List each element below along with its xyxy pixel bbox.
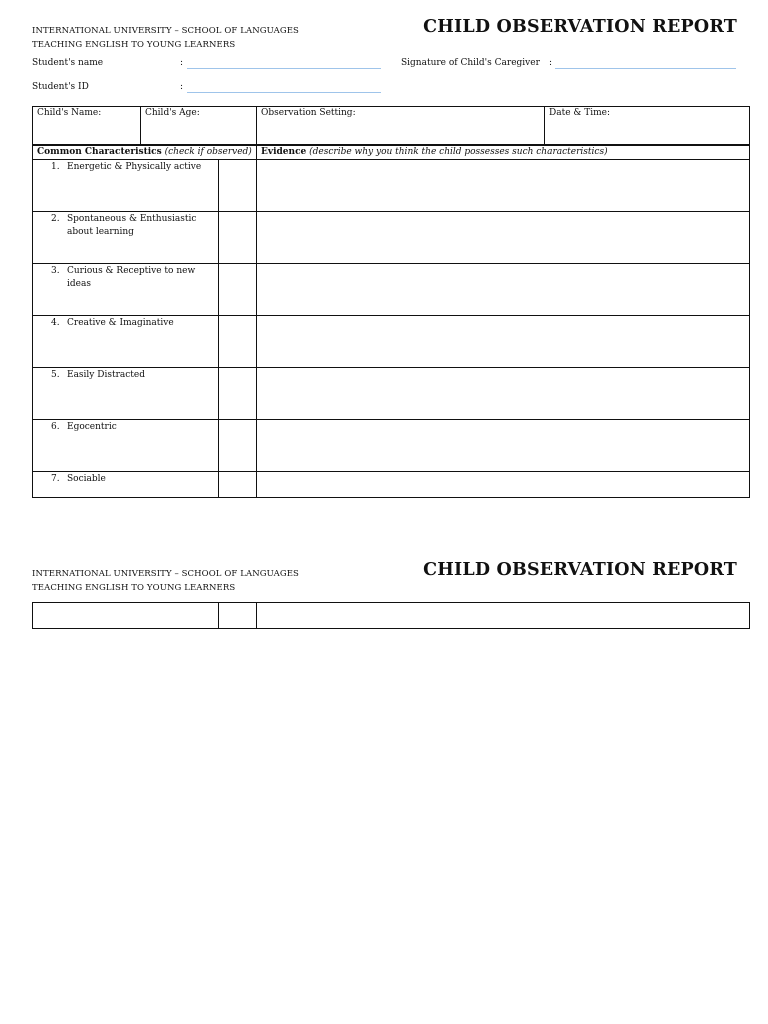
observation-setting-cell[interactable] [257, 107, 545, 145]
check-cell[interactable] [219, 420, 257, 472]
characteristic-label-cell [33, 420, 219, 472]
item-text: Energetic & Physically active [67, 162, 202, 172]
characteristic-label-cell [33, 264, 219, 316]
signature-label: Signature of Child's Caregiver [401, 58, 540, 68]
characteristic-label-cell [33, 212, 219, 264]
table-row [33, 212, 750, 264]
colon: : [180, 82, 184, 92]
characteristics-header-italic: (check if observed) [164, 147, 252, 157]
item-number: 3. [51, 266, 60, 276]
child-age-cell[interactable] [141, 107, 257, 145]
item-text: Easily Distracted [67, 370, 145, 380]
student-id-field[interactable] [187, 92, 381, 93]
evidence-cell[interactable] [257, 368, 750, 420]
evidence-cell[interactable] [257, 264, 750, 316]
child-age-label: Child's Age: [145, 108, 200, 118]
institution-name: INTERNATIONAL UNIVERSITY – SCHOOL OF LANGUAGES [32, 569, 299, 579]
evidence-cell[interactable] [257, 603, 750, 629]
evidence-header [257, 146, 750, 160]
colon: : [549, 58, 553, 68]
evidence-header-italic: (describe why you think the child possesses such characteristics) [309, 147, 608, 157]
date-time-cell[interactable] [545, 107, 750, 145]
item-number: 5. [51, 370, 60, 380]
continuation-table [32, 602, 750, 629]
child-name-label: Child's Name: [37, 108, 102, 118]
signature-field[interactable] [555, 68, 736, 69]
program-name: TEACHING ENGLISH TO YOUNG LEARNERS [32, 40, 236, 50]
item-number: 2. [51, 214, 60, 224]
child-info-table [32, 106, 750, 145]
student-id-label: Student's ID [32, 82, 89, 92]
date-time-label: Date & Time: [549, 108, 611, 118]
table-row [33, 472, 750, 498]
characteristic-label-cell [33, 603, 219, 629]
child-name-cell[interactable] [33, 107, 141, 145]
evidence-cell[interactable] [257, 472, 750, 498]
characteristic-label-cell [33, 160, 219, 212]
table-row [33, 368, 750, 420]
item-number: 6. [51, 422, 60, 432]
characteristics-table [32, 145, 750, 498]
item-text: Spontaneous & Enthusiastic about learning [67, 214, 197, 237]
item-number: 4. [51, 318, 60, 328]
evidence-cell[interactable] [257, 316, 750, 368]
colon: : [180, 58, 184, 68]
report-title: CHILD OBSERVATION REPORT [423, 17, 737, 37]
institution-name: INTERNATIONAL UNIVERSITY – SCHOOL OF LANGUAGES [32, 26, 299, 36]
table-row [33, 316, 750, 368]
item-text: Egocentric [67, 422, 117, 432]
characteristics-header [33, 146, 257, 160]
observation-setting-label: Observation Setting: [261, 108, 356, 118]
item-text: Creative & Imaginative [67, 318, 174, 328]
report-title: CHILD OBSERVATION REPORT [423, 560, 737, 580]
check-cell[interactable] [219, 264, 257, 316]
student-name-label: Student's name [32, 58, 104, 68]
check-cell[interactable] [219, 472, 257, 498]
characteristic-label-cell [33, 472, 219, 498]
program-name: TEACHING ENGLISH TO YOUNG LEARNERS [32, 583, 236, 593]
characteristic-label-cell [33, 316, 219, 368]
item-number: 7. [51, 474, 60, 484]
table-row [33, 264, 750, 316]
evidence-cell[interactable] [257, 212, 750, 264]
table-row [33, 420, 750, 472]
item-text: Sociable [67, 474, 106, 484]
table-row [33, 603, 750, 629]
check-cell[interactable] [219, 603, 257, 629]
table-row [33, 160, 750, 212]
evidence-cell[interactable] [257, 160, 750, 212]
student-name-field[interactable] [187, 68, 381, 69]
item-text: Curious & Receptive to new ideas [67, 266, 196, 289]
evidence-cell[interactable] [257, 420, 750, 472]
check-cell[interactable] [219, 212, 257, 264]
characteristic-label-cell [33, 368, 219, 420]
item-number: 1. [51, 162, 60, 172]
evidence-header-bold: Evidence [261, 147, 307, 157]
check-cell[interactable] [219, 368, 257, 420]
check-cell[interactable] [219, 160, 257, 212]
characteristics-header-bold: Common Characteristics [37, 147, 162, 157]
check-cell[interactable] [219, 316, 257, 368]
